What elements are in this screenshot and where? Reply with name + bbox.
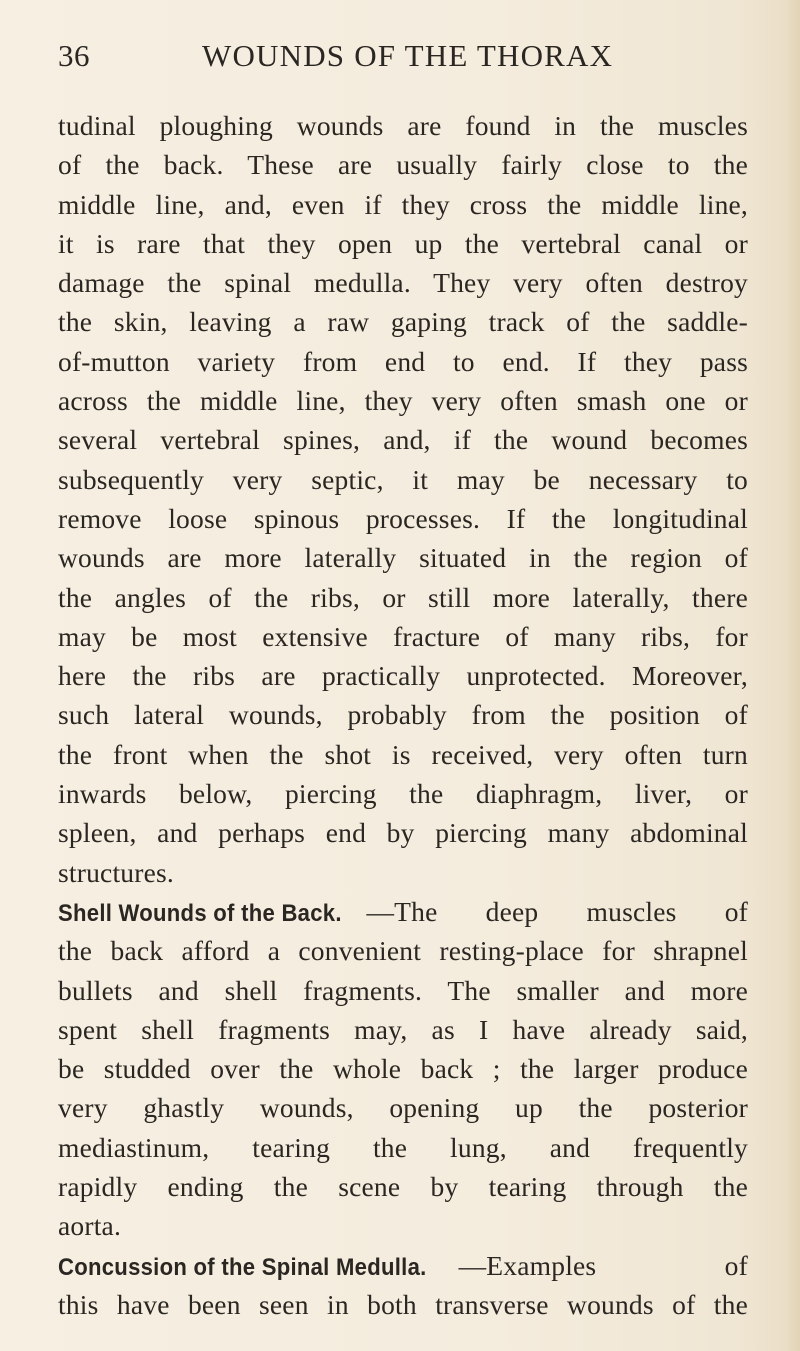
text-line: very ghastly wounds, opening up the posterior bbox=[58, 1092, 748, 1124]
section-first-line-text: —Examples of bbox=[458, 1249, 748, 1281]
text-line: tudinal ploughing wounds are found in the muscles bbox=[58, 110, 748, 141]
running-head: WOUNDS OF THE THORAX bbox=[202, 38, 614, 73]
text-line: spent shell fragments may, as I have already said, bbox=[58, 1013, 748, 1045]
body-text bbox=[58, 106, 748, 1324]
text-line: bullets and shell fragments. The smaller and more bbox=[58, 974, 748, 1006]
text-line: the skin, leaving a raw gaping track of the saddle- bbox=[58, 306, 748, 338]
text-line: may be most extensive fracture of many ribs, for bbox=[58, 620, 748, 652]
text-line: spleen, and perhaps end by piercing many abdominal bbox=[58, 817, 748, 849]
text-line: damage the spinal medulla. They very often destroy bbox=[58, 267, 748, 299]
text-line: the angles of the ribs, or still more laterally, there bbox=[58, 581, 748, 613]
section-heading-shell-wounds: Shell Wounds of the Back. bbox=[58, 899, 342, 927]
page-edge-shadow bbox=[786, 0, 800, 1351]
text-line: structures. bbox=[58, 856, 174, 888]
text-line: middle line, and, even if they cross the middle line, bbox=[58, 188, 748, 220]
text-line: the back afford a convenient resting-place for shrapnel bbox=[58, 935, 748, 967]
text-line: of-mutton variety from end to end. If they pass bbox=[58, 345, 748, 377]
text-line: mediastinum, tearing the lung, and frequently bbox=[58, 1131, 748, 1163]
page-header bbox=[58, 38, 740, 88]
text-line: here the ribs are practically unprotected. Moreover, bbox=[58, 660, 748, 692]
page-number: 36 bbox=[58, 38, 90, 73]
section-first-line-text: —The deep muscles of bbox=[366, 895, 748, 927]
text-line: it is rare that they open up the vertebral canal or bbox=[58, 227, 748, 259]
text-line: be studded over the whole back ; the larger produce bbox=[58, 1053, 748, 1085]
section-first-line bbox=[58, 1246, 748, 1285]
text-line: aorta. bbox=[58, 1210, 122, 1242]
text-line: wounds are more laterally situated in the region of bbox=[58, 542, 748, 574]
text-line: rapidly ending the scene by tearing through the bbox=[58, 1171, 748, 1203]
text-line: of the back. These are usually fairly close to the bbox=[58, 149, 748, 181]
text-line: this have been seen in both transverse wounds of the bbox=[58, 1288, 748, 1320]
text-line: across the middle line, they very often smash one or bbox=[58, 385, 748, 417]
text-line: inwards below, piercing the diaphragm, liver, or bbox=[58, 778, 748, 810]
text-line: remove loose spinous processes. If the longitudinal bbox=[58, 502, 748, 534]
text-line: such lateral wounds, probably from the position of bbox=[58, 699, 748, 731]
text-line: the front when the shot is received, very often turn bbox=[58, 738, 748, 770]
text-line: subsequently very septic, it may be necessary to bbox=[58, 463, 748, 495]
section-first-line bbox=[58, 892, 748, 931]
text-line: several vertebral spines, and, if the wound becomes bbox=[58, 424, 748, 456]
section-heading-concussion: Concussion of the Spinal Medulla. bbox=[58, 1253, 427, 1281]
